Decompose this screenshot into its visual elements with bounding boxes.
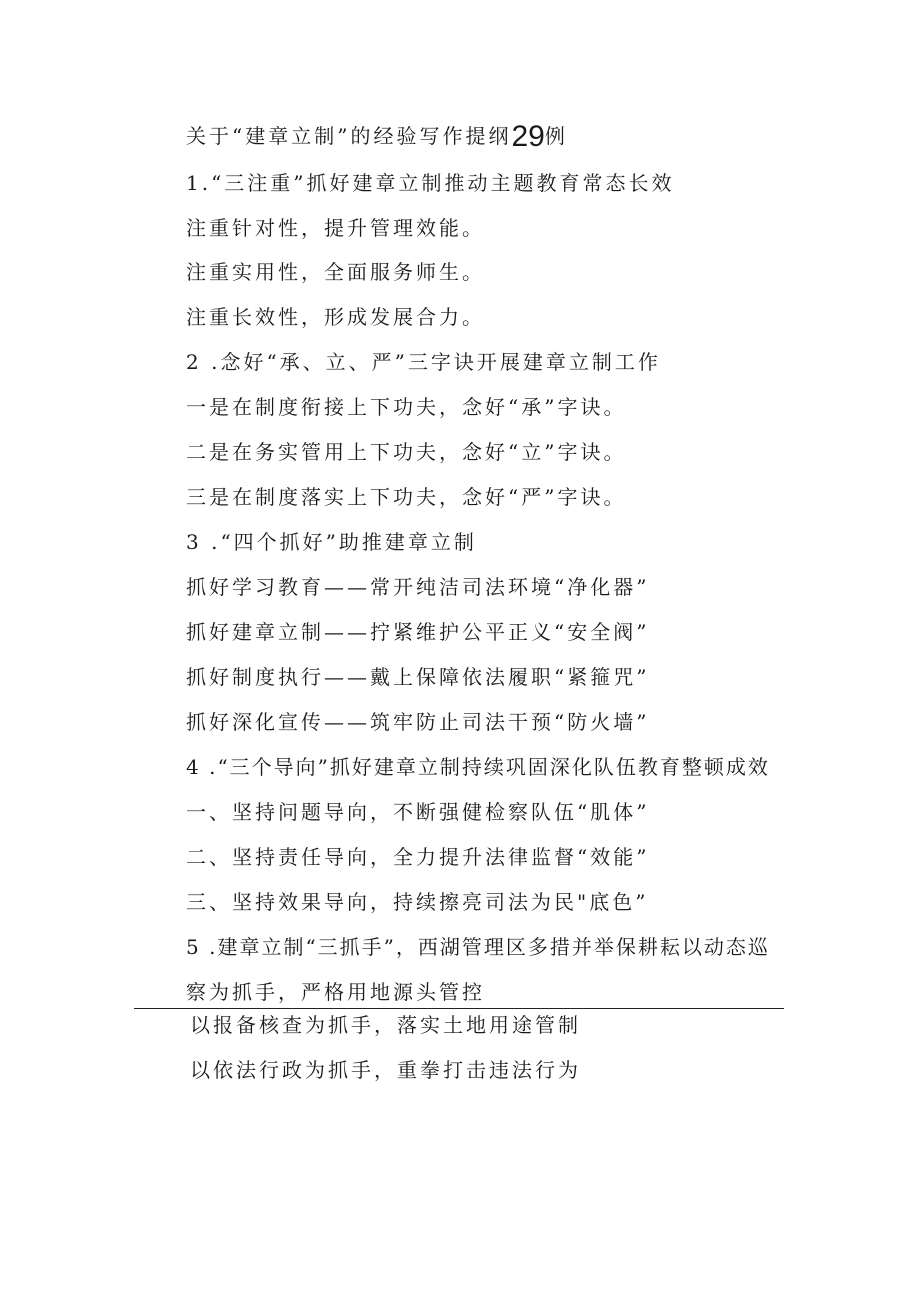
text-line: 注重针对性，提升管理效能。 xyxy=(186,216,485,240)
document-title xyxy=(186,120,568,153)
horizontal-rule xyxy=(134,1008,784,1009)
title-prefix: 关于“建章立制”的经验写作提纲 xyxy=(186,124,512,148)
text-line: 察为抓手，严格用地源头管控 xyxy=(186,980,485,1004)
text-line: 一是在制度衔接上下功夫，念好“承”字诀。 xyxy=(186,395,627,419)
text-line: 以报备核查为抓手，落实土地用途管制 xyxy=(190,1013,581,1037)
text-line: 注重长效性，形成发展合力。 xyxy=(186,305,485,329)
section-heading-4: 4 .“三个导向”抓好建章立制持续巩固深化队伍教育整顿成效 xyxy=(186,755,770,779)
text-line: 以依法行政为抓手，重拳打击违法行为 xyxy=(190,1058,581,1082)
text-line: 抓好制度执行——戴上保障依法履职“紧箍咒” xyxy=(186,665,650,689)
section-heading-5: 5 .建章立制“三抓手”，西湖管理区多措并举保耕耘以动态巡 xyxy=(186,935,770,959)
section-heading-3: 3 .“四个抓好”助推建章立制 xyxy=(186,530,477,554)
text-line: 三、坚持效果导向，持续擦亮司法为民"底色” xyxy=(186,890,649,914)
section-heading-2: 2 .念好“承、立、严”三字诀开展建章立制工作 xyxy=(186,350,661,374)
title-suffix: 例 xyxy=(544,124,568,148)
text-line: 二、坚持责任导向，全力提升法律监督“效能” xyxy=(186,845,650,869)
title-number: 29 xyxy=(511,120,545,153)
text-line: 抓好建章立制——拧紧维护公平正义“安全阀” xyxy=(186,620,650,644)
text-line: 二是在务实管用上下功夫，念好“立”字诀。 xyxy=(186,440,627,464)
text-line: 抓好深化宣传——筑牢防止司法干预“防火墙” xyxy=(186,710,650,734)
section-heading-1: 1.“三注重”抓好建章立制推动主题教育常态长效 xyxy=(186,171,675,195)
text-line: 一、坚持问题导向，不断强健检察队伍“肌体” xyxy=(186,800,650,824)
text-line: 注重实用性，全面服务师生。 xyxy=(186,260,485,284)
text-line: 三是在制度落实上下功夫，念好“严”字诀。 xyxy=(186,485,627,509)
text-line: 抓好学习教育——常开纯洁司法环境“净化器” xyxy=(186,575,650,599)
